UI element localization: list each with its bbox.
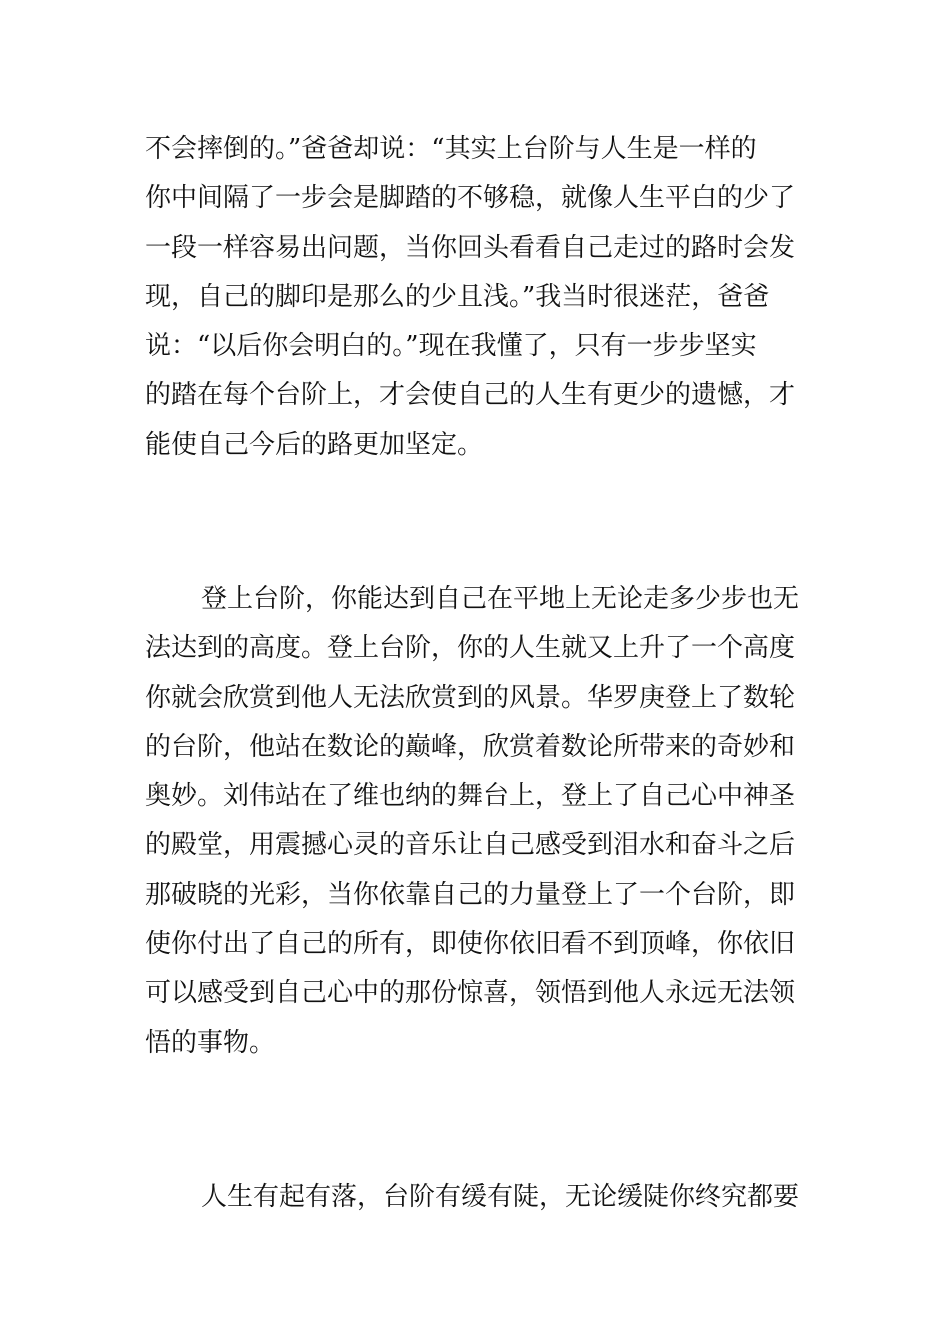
paragraph-3 [145, 1173, 810, 1222]
text-line: 的台阶，他站在数论的巅峰，欣赏着数论所带来的奇妙和 [145, 731, 796, 762]
paragraph-1 [145, 125, 810, 470]
text-line: 你就会欣赏到他人无法欣赏到的风景。华罗庚登上了数轮 [145, 682, 796, 713]
text-line: 悟的事物。 [145, 1027, 276, 1058]
text-line: 那破晓的光彩，当你依靠自己的力量登上了一个台阶，即 [145, 879, 796, 910]
text-line: 你中间隔了一步会是脚踏的不够稳，就像人生平白的少了 [145, 183, 796, 214]
text-line: 的殿堂，用震撼心灵的音乐让自己感受到泪水和奋斗之后 [145, 830, 796, 861]
text-line: 人生有起有落，台阶有缓有陡，无论缓陡你终究都要 [201, 1182, 800, 1212]
text-line: 登上台阶，你能达到自己在平地上无论走多少步也无 [201, 584, 800, 614]
text-line: 能使自己今后的路更加坚定。 [145, 429, 484, 460]
text-line: 使你付出了自己的所有，即使你依旧看不到顶峰，你依旧 [145, 929, 796, 960]
text-line: 不会摔倒的。”爸爸却说：“其实上台阶与人生是一样的 [145, 134, 757, 164]
text-line: 一段一样容易出问题，当你回头看看自己走过的路时会发 [145, 232, 796, 263]
text-line: 奥妙。刘伟站在了维也纳的舞台上，登上了自己心中神圣 [145, 781, 796, 812]
text-line: 现，自己的脚印是那么的少且浅。”我当时很迷茫，爸爸 [145, 281, 770, 312]
text-line: 说：“以后你会明白的。”现在我懂了，只有一步步坚实 [145, 331, 757, 362]
text-line: 可以感受到自己心中的那份惊喜，领悟到他人永远无法领 [145, 978, 796, 1009]
text-line: 的踏在每个台阶上，才会使自己的人生有更少的遗憾，才 [145, 380, 796, 411]
text-line: 法达到的高度。登上台阶，你的人生就又上升了一个高度 [145, 633, 796, 664]
paragraph-2 [145, 575, 810, 1068]
